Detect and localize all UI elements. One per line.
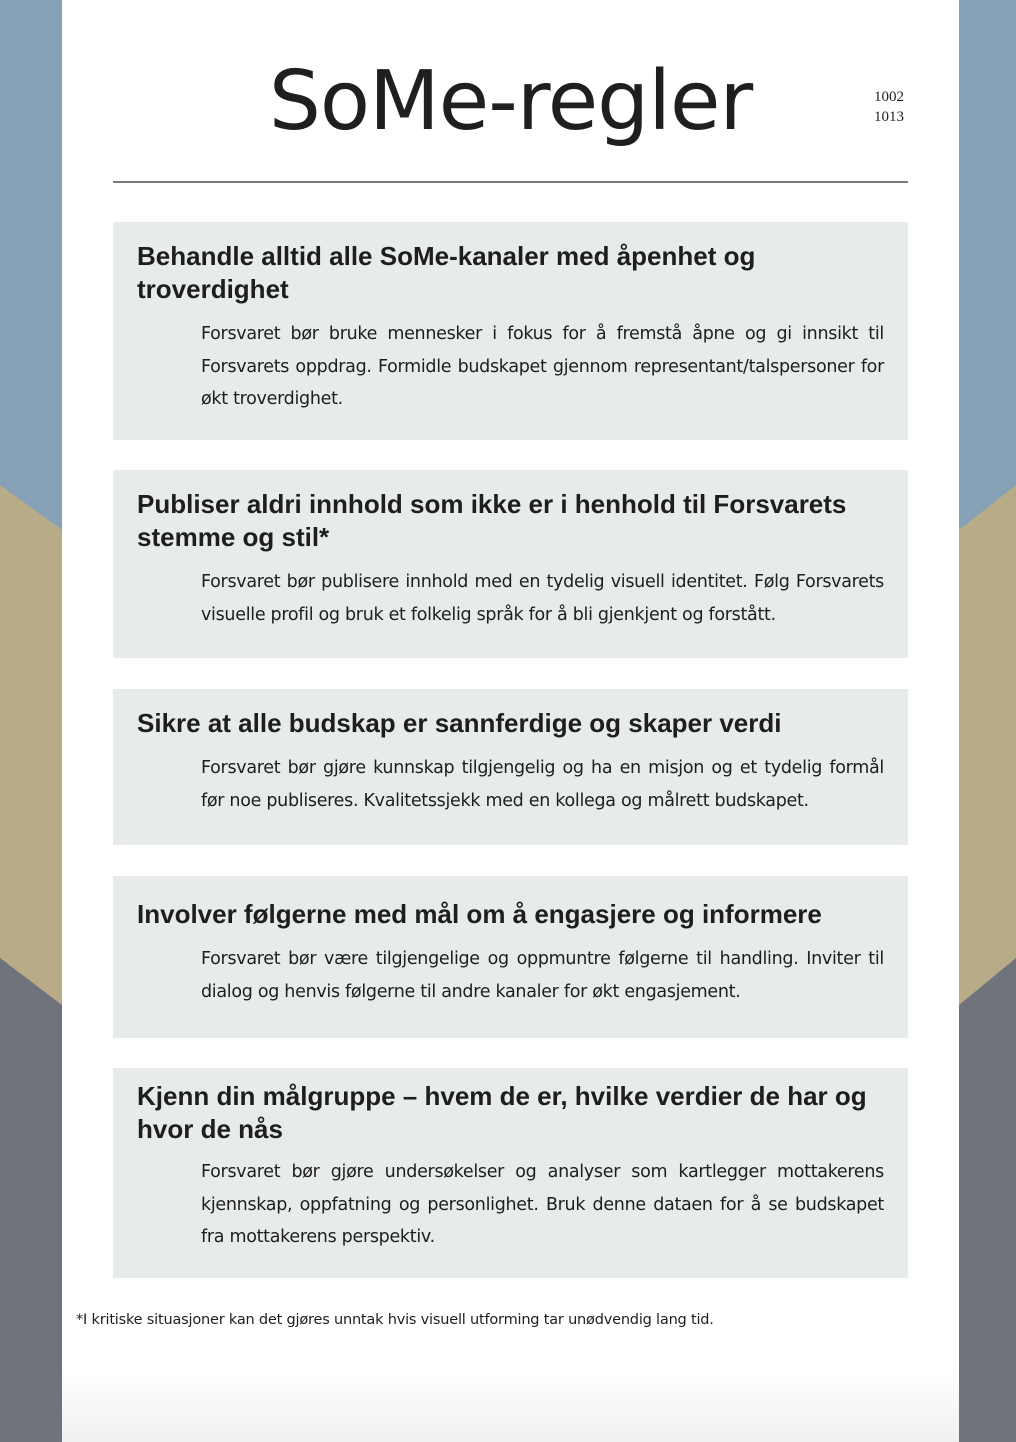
band-bottom bbox=[0, 958, 62, 1442]
document-page bbox=[62, 0, 959, 1442]
rule-heading: Involver følgerne med mål om å engasjere og informere bbox=[137, 899, 822, 929]
rule-body: Forsvaret bør gjøre undersøkelser og analyser som kartlegger mottakerens kjennskap, oppfatning og personlighet. Bruk denne dataen for å se budskapet fra mottakerens perspektiv. bbox=[201, 1162, 884, 1247]
document-codes bbox=[874, 87, 914, 127]
rule-body: Forsvaret bør være tilgjengelige og oppmuntre følgerne til handling. Inviter til dialog og henvis følgerne til andre kanaler for økt engasjement. bbox=[201, 949, 884, 1002]
page-title: SoMe-regler bbox=[268, 54, 753, 149]
rule-card-4 bbox=[113, 876, 908, 1038]
code-2: 1013 bbox=[874, 109, 904, 125]
rule-card-1 bbox=[113, 222, 908, 440]
rule-card-5 bbox=[113, 1068, 908, 1278]
code-1: 1002 bbox=[874, 89, 904, 105]
rule-heading: Kjenn din målgruppe – hvem de er, hvilke verdier de har og hvor de nås bbox=[137, 1081, 867, 1144]
band-bottom-right bbox=[959, 958, 1016, 1442]
rule-heading: Publiser aldri innhold som ikke er i henhold til Forsvarets stemme og stil* bbox=[137, 489, 847, 552]
title-divider bbox=[113, 181, 908, 183]
rule-heading: Behandle alltid alle SoMe-kanaler med åpenhet og troverdighet bbox=[137, 241, 756, 304]
rule-body: Forsvaret bør bruke mennesker i fokus for å fremstå åpne og gi innsikt til Forsvarets oppdrag. Formidle budskapet gjennom representant/talspersoner for økt troverdighet. bbox=[201, 324, 884, 409]
footnote: *I kritiske situasjoner kan det gjøres unntak hvis visuell utforming tar unødvendig lang tid. bbox=[76, 1312, 714, 1328]
rule-card-3 bbox=[113, 689, 908, 845]
rule-body: Forsvaret bør gjøre kunnskap tilgjengelig og ha en misjon og et tydelig formål før noe publiseres. Kvalitetssjekk med en kollega og målrett budskapet. bbox=[201, 758, 884, 811]
rule-heading: Sikre at alle budskap er sannferdige og skaper verdi bbox=[137, 708, 782, 738]
rule-card-2 bbox=[113, 470, 908, 658]
rule-body: Forsvaret bør publisere innhold med en tydelig visuell identitet. Følg Forsvarets visuelle profil og bruk et folkelig språk for å bli gjenkjent og forstått. bbox=[201, 572, 884, 625]
